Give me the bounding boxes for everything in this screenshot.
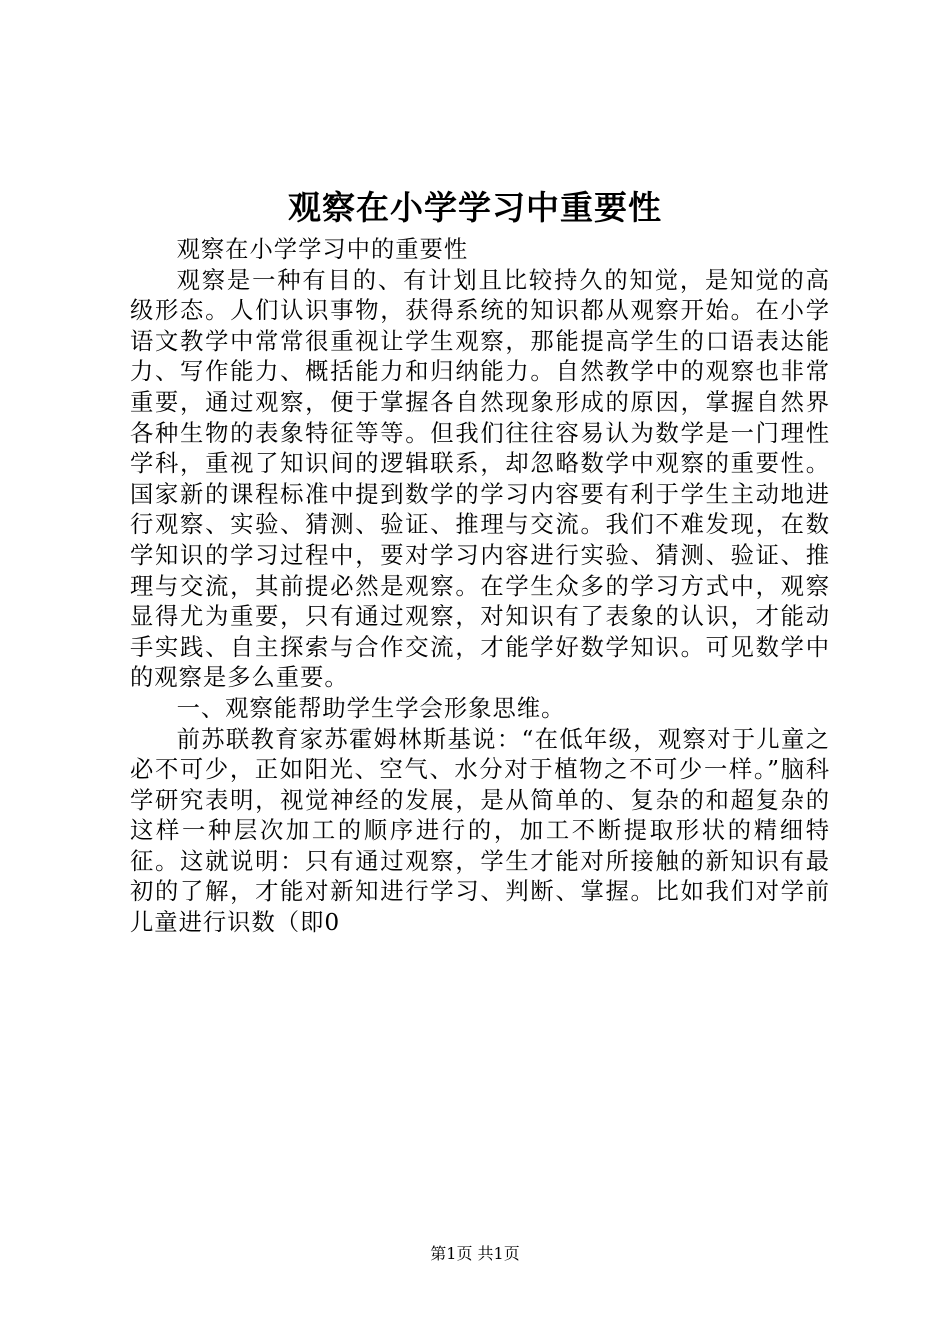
paragraph-intro: 观察是一种有目的、有计划且比较持久的知觉，是知觉的高级形态。人们认识事物，获得系统的知识都从观察开始。在小学语文教学中常常很重视让学生观察，那能提高学生的口语表达能力、写作能力、概括能力和归纳能力。自然教学中的观察也非常重要，通过观察，便于掌握各自然现象形成的原因，掌握自然界各种生物的表象特征等等。但我们往往容易认为数学是一门理性学科，重视了知识间的逻辑联系，却忽略数学中观察的重要性。国家新的课程标准中提到数学的学习内容要有利于学生主动地进行观察、实验、猜测、验证、推理与交流。我们不难发现，在数学知识的学习过程中，要对学习内容进行实验、猜测、验证、推理与交流，其前提必然是观察。在学生众多的学习方式中，观察显得尤为重要，只有通过观察，对知识有了表象的认识，才能动手实践、自主探索与合作交流，才能学好数学知识。可见数学中的观察是多么重要。: [130, 266, 830, 692]
paragraph-subtitle: 观察在小学学习中的重要性: [176, 236, 469, 263]
document-title: 观察在小学学习中重要性: [288, 188, 662, 227]
page-footer: 第1页 共1页: [430, 1244, 520, 1263]
document-body: [130, 235, 830, 939]
paragraph-section-heading: 一、观察能帮助学生学会形象思维。: [176, 694, 566, 722]
paragraph-section-body: 前苏联教育家苏霍姆林斯基说：“在低年级，观察对于儿童之必不可少，正如阳光、空气、水分对于植物之不可少一样。”脑科学研究表明，视觉神经的发展，是从简单的、复杂的和超复杂的这样一种层次加工的顺序进行的，加工不断提取形状的精细特征。这就说明：只有通过观察，学生才能对所接触的新知识有最初的了解，才能对新知进行学习、判断、掌握。比如我们对学前儿童进行识数（即0: [130, 725, 830, 937]
